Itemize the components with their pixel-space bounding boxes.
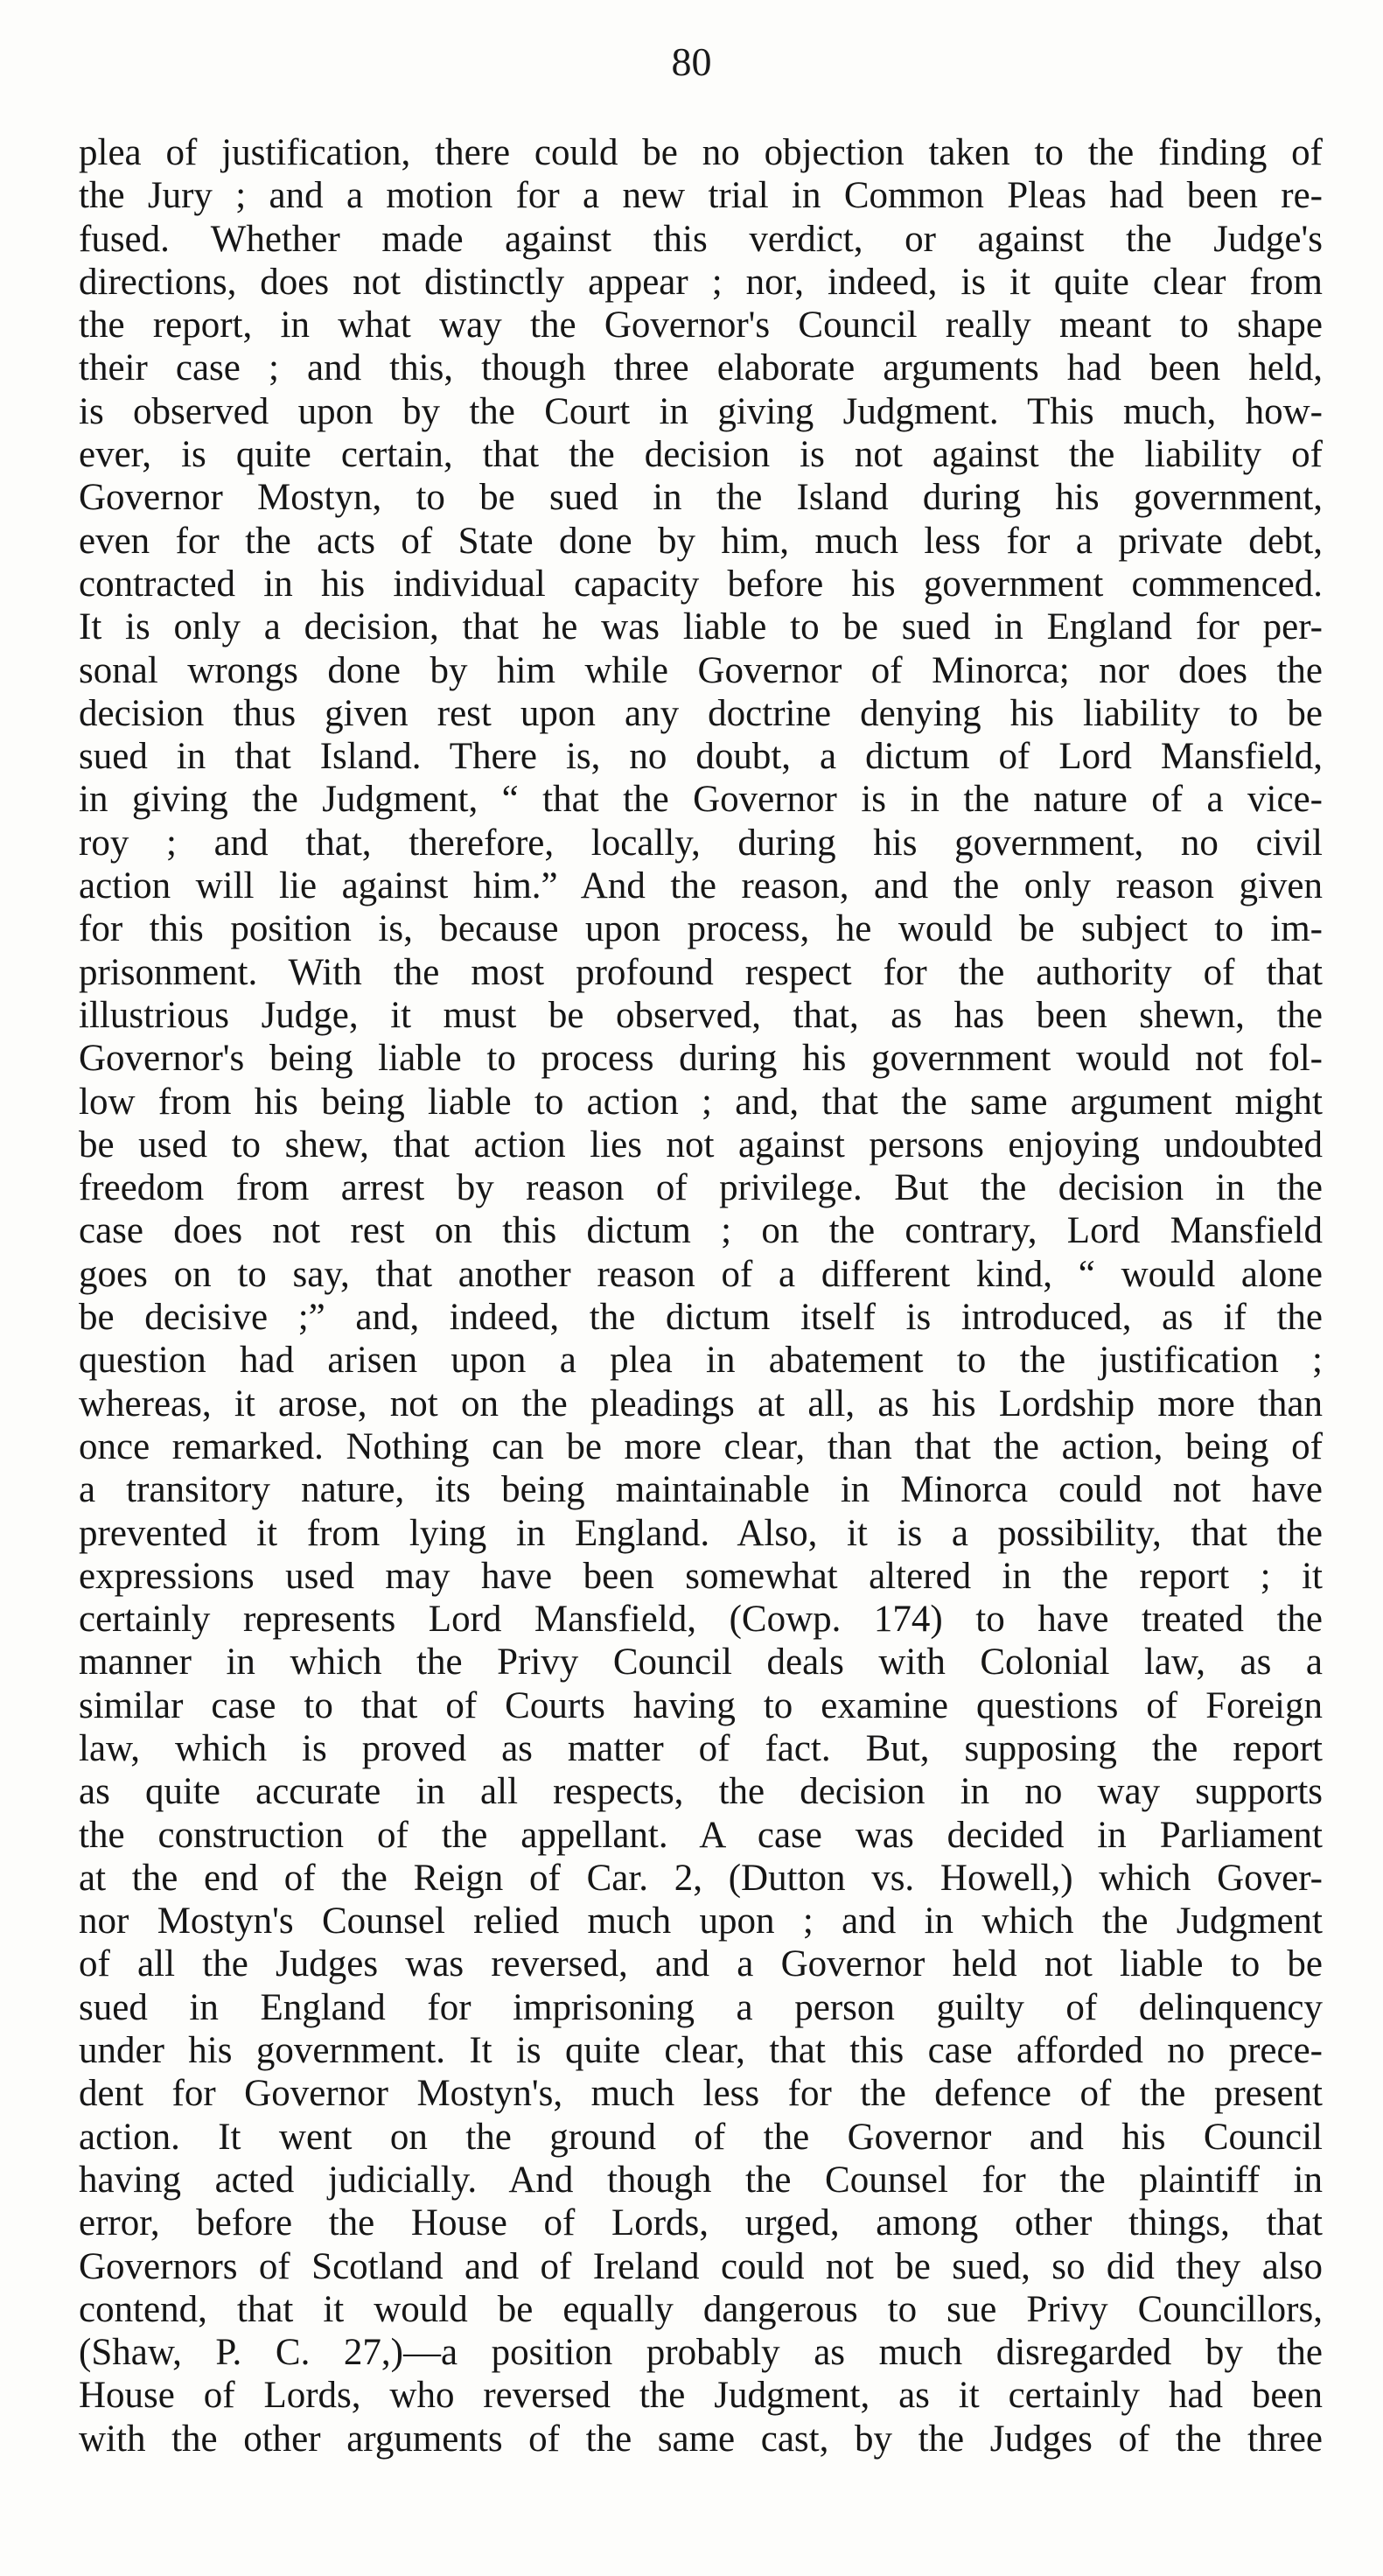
text-line: certainly represents Lord Mansfield, (Cowp. 174) to have treated the	[79, 1599, 1323, 1641]
text-line: fused. Whether made against this verdict, or against the Judge's	[79, 218, 1323, 260]
text-line: action will lie against him.” And the reason, and the only reason given	[79, 865, 1323, 907]
text-line: roy ; and that, therefore, locally, during his government, no civil	[79, 822, 1323, 864]
text-line: Governor Mostyn, to be sued in the Island during his government,	[79, 477, 1323, 519]
text-line: once remarked. Nothing can be more clear, than that the action, being of	[79, 1425, 1323, 1467]
text-line: question had arisen upon a plea in abatement to the justification ;	[79, 1340, 1323, 1382]
text-line: be used to shew, that action lies not against persons enjoying undoubted	[79, 1124, 1323, 1166]
text-line: illustrious Judge, it must be observed, that, as has been shewn, the	[79, 994, 1323, 1036]
text-line: the Jury ; and a motion for a new trial in Common Pleas had been re-	[79, 175, 1323, 217]
text-line: law, which is proved as matter of fact. But, supposing the report	[79, 1727, 1323, 1769]
page-number: 80	[671, 39, 712, 84]
text-line: the construction of the appellant. A case was decided in Parliament	[79, 1814, 1323, 1856]
text-line: even for the acts of State done by him, much less for a private debt,	[79, 520, 1323, 562]
text-line: prevented it from lying in England. Also, it is a possibility, that the	[79, 1512, 1323, 1554]
text-line: It is only a decision, that he was liable to be sued in England for per-	[79, 606, 1323, 648]
text-line: sued in that Island. There is, no doubt, a dictum of Lord Mansfield,	[79, 736, 1323, 778]
text-line: case does not rest on this dictum ; on the contrary, Lord Mansfield	[79, 1210, 1323, 1252]
text-line: decision thus given rest upon any doctrine denying his liability to be	[79, 692, 1323, 734]
text-line: House of Lords, who reversed the Judgment, as it certainly had been	[79, 2375, 1323, 2417]
text-line: be decisive ;” and, indeed, the dictum itself is introduced, as if the	[79, 1297, 1323, 1339]
text-line: for this position is, because upon process, he would be subject to im-	[79, 908, 1323, 950]
text-line: a transitory nature, its being maintainable in Minorca could not have	[79, 1469, 1323, 1511]
text-line: at the end of the Reign of Car. 2, (Dutton vs. Howell,) which Gover-	[79, 1857, 1323, 1899]
text-line: contracted in his individual capacity before his government commenced.	[79, 563, 1323, 605]
text-line: their case ; and this, though three elaborate arguments had been held,	[79, 347, 1323, 389]
text-line: Governor's being liable to process during his government would not fol-	[79, 1038, 1323, 1080]
text-line: as quite accurate in all respects, the decision in no way supports	[79, 1771, 1323, 1813]
text-line: contend, that it would be equally dangerous to sue Privy Councillors,	[79, 2288, 1323, 2330]
text-line: having acted judicially. And though the Counsel for the plaintiff in	[79, 2159, 1323, 2201]
text-line: similar case to that of Courts having to examine questions of Foreign	[79, 1684, 1323, 1726]
text-line: of all the Judges was reversed, and a Governor held not liable to be	[79, 1943, 1323, 1985]
text-line: nor Mostyn's Counsel relied much upon ; and in which the Judgment	[79, 1900, 1323, 1942]
text-line: Governors of Scotland and of Ireland could not be sued, so did they also	[79, 2245, 1323, 2287]
text-line: dent for Governor Mostyn's, much less for the defence of the present	[79, 2073, 1323, 2115]
text-line: (Shaw, P. C. 27,)—a position probably as much disregarded by the	[79, 2332, 1323, 2374]
body-text	[79, 131, 1323, 2460]
text-line: ever, is quite certain, that the decision is not against the liability of	[79, 434, 1323, 476]
text-line: under his government. It is quite clear, that this case afforded no prece-	[79, 2030, 1323, 2072]
text-line: low from his being liable to action ; and, that the same argument might	[79, 1081, 1323, 1123]
text-line: expressions used may have been somewhat altered in the report ; it	[79, 1555, 1323, 1597]
text-line: plea of justification, there could be no objection taken to the finding of	[79, 132, 1323, 173]
text-line: whereas, it arose, not on the pleadings at all, as his Lordship more than	[79, 1382, 1323, 1424]
text-line: the report, in what way the Governor's Council really meant to shape	[79, 304, 1323, 346]
text-line: in giving the Judgment, “ that the Governor is in the nature of a vice-	[79, 779, 1323, 821]
text-line: goes on to say, that another reason of a different kind, “ would alone	[79, 1253, 1323, 1295]
text-line: prisonment. With the most profound respect for the authority of that	[79, 951, 1323, 993]
text-line: error, before the House of Lords, urged, among other things, that	[79, 2202, 1323, 2244]
text-line: action. It went on the ground of the Governor and his Council	[79, 2116, 1323, 2158]
text-line: directions, does not distinctly appear ; nor, indeed, is it quite clear from	[79, 261, 1323, 303]
text-line: sonal wrongs done by him while Governor of Minorca; nor does the	[79, 649, 1323, 691]
text-line: freedom from arrest by reason of privilege. But the decision in the	[79, 1167, 1323, 1209]
text-line: manner in which the Privy Council deals with Colonial law, as a	[79, 1642, 1323, 1684]
text-line: is observed upon by the Court in giving Judgment. This much, how-	[79, 390, 1323, 432]
text-line: with the other arguments of the same cast, by the Judges of the three	[79, 2418, 1323, 2460]
text-line: sued in England for imprisoning a person guilty of delinquency	[79, 1986, 1323, 2028]
